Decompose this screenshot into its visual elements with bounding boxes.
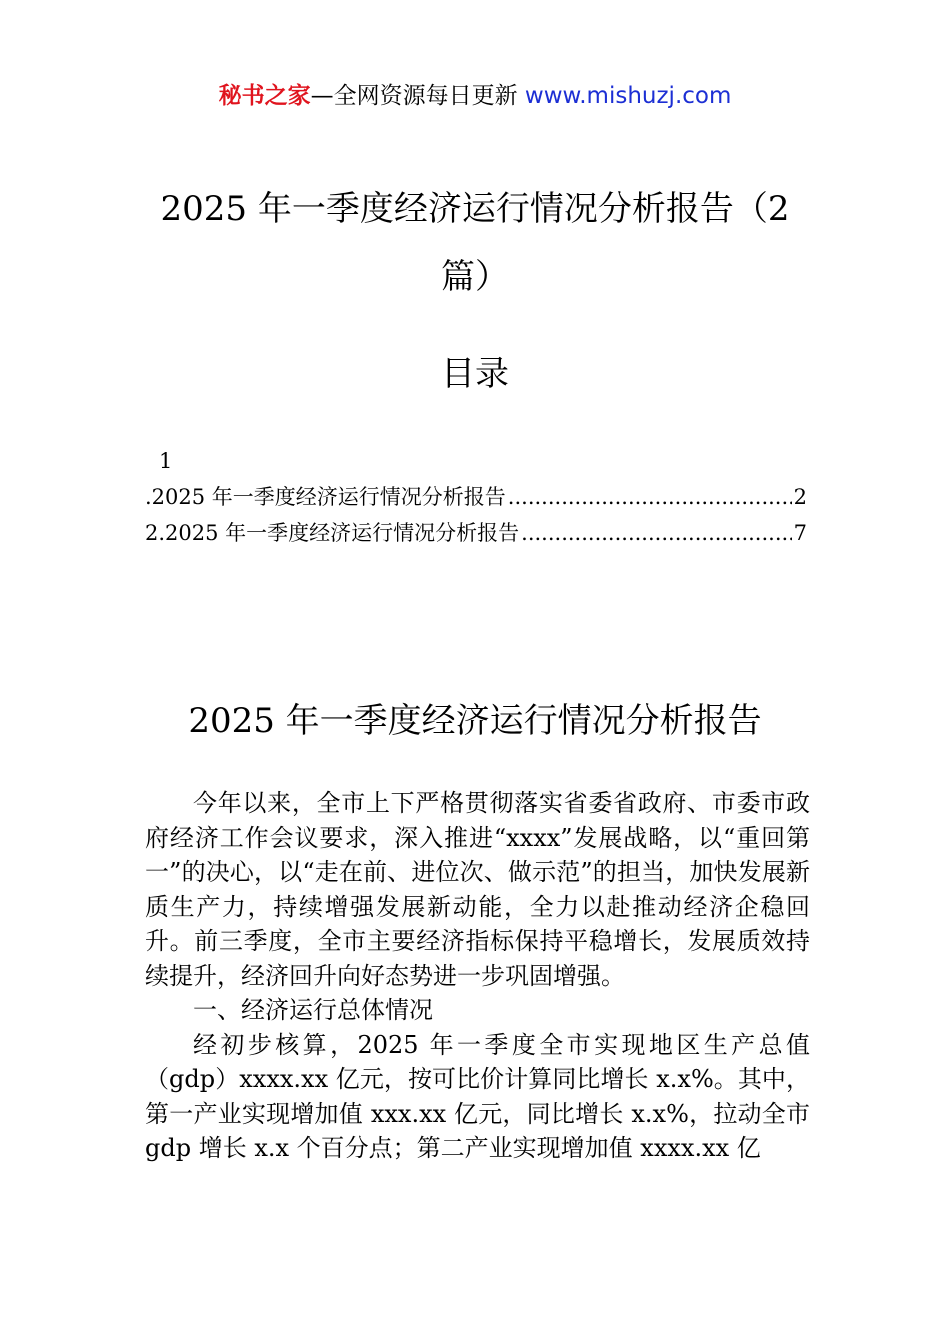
- body-paragraph: 经初步核算，2025 年一季度全市实现地区生产总值（gdp）xxxx.xx 亿元，按可比价计算同比增长 x.x%。其中，第一产业实现增加值 xxx.xx 亿元，同比增长 x.x%，拉动全市 gdp 增长 x.x 个百分点；第二产业实现增加值 xxxx.xx 亿: [145, 1030, 810, 1162]
- toc-leader-dots: [521, 515, 791, 551]
- toc-entry-page: 7: [793, 521, 807, 545]
- article-body: [145, 786, 810, 1166]
- toc-entry-title: 2.2025 年一季度经济运行情况分析报告: [145, 521, 520, 545]
- table-of-contents: [145, 443, 807, 551]
- body-paragraph: 今年以来，全市上下严格贯彻落实省委省政府、市委市政府经济工作会议要求，深入推进“xxxx”发展战略，以“重回第一”的决心，以“走在前、进位次、做示范”的担当，加快发展新质生产力，持续增强发展新动能，全力以赴推动经济企稳回升。前三季度，全市主要经济指标保持平稳增长，发展质效持续提升，经济回升向好态势进一步巩固增强。: [145, 789, 810, 990]
- site-url-link[interactable]: www.mishuzj.com: [524, 83, 732, 109]
- toc-leader-dots: [508, 479, 792, 515]
- site-slogan: —全网资源每日更新: [310, 83, 518, 109]
- toc-entry-1[interactable]: [145, 479, 807, 515]
- toc-entry-page: 2: [793, 485, 807, 509]
- article-title: 2025 年一季度经济运行情况分析报告: [188, 701, 762, 741]
- section-heading: 一、经济运行总体情况: [193, 996, 433, 1024]
- toc-entry-2[interactable]: [145, 515, 807, 551]
- toc-entry-title: .2025 年一季度经济运行情况分析报告: [145, 485, 506, 509]
- toc-heading: 目录: [441, 354, 509, 394]
- site-brand: 秘书之家: [218, 83, 311, 109]
- site-banner: [0, 80, 950, 112]
- toc-entry-prefix: 1: [159, 449, 173, 473]
- document-title: 2025 年一季度经济运行情况分析报告（2 篇）: [160, 189, 790, 297]
